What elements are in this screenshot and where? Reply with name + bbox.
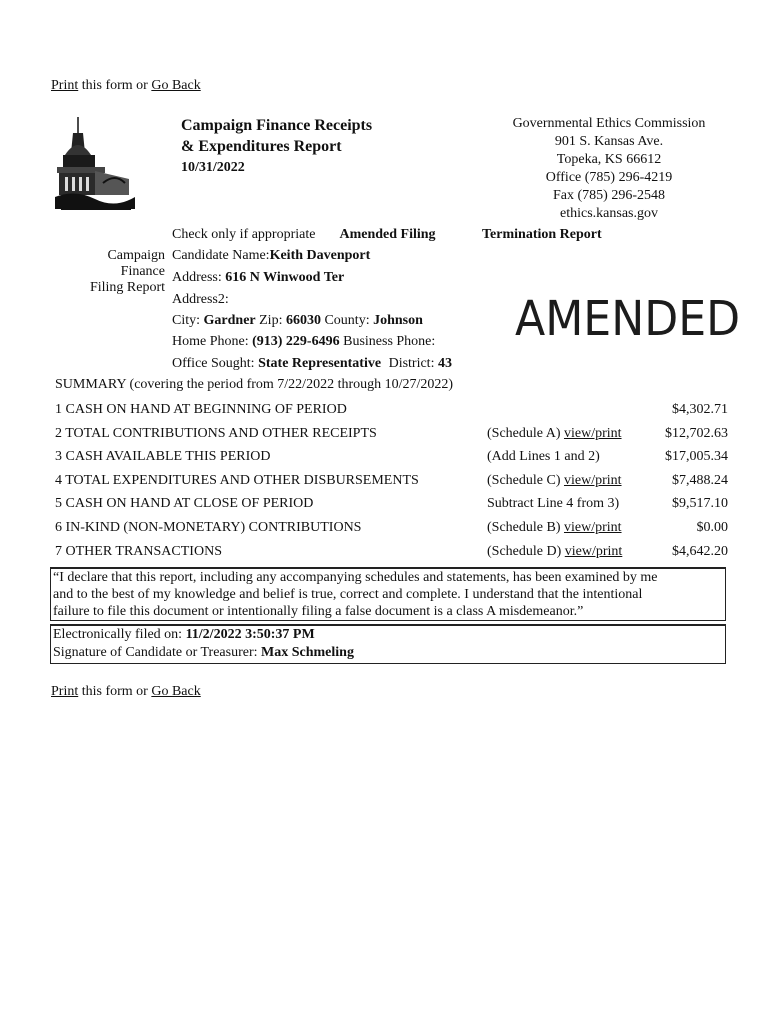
- summary-row-amount: $17,005.34: [665, 449, 728, 465]
- schedule-text: (Schedule C): [487, 472, 564, 488]
- go-back-link-top[interactable]: Go Back: [151, 78, 201, 93]
- bottom-navigation: [51, 684, 201, 700]
- summary-row-label: 4 TOTAL EXPENDITURES AND OTHER DISBURSEMENTS: [55, 472, 419, 488]
- summary-row: [55, 520, 730, 540]
- summary-row-schedule: [487, 520, 622, 536]
- district-label: District:: [388, 356, 435, 371]
- summary-row-amount: $4,302.71: [672, 402, 728, 417]
- summary-row-schedule: [487, 449, 600, 465]
- side-label-line1: Campaign: [107, 248, 165, 263]
- signer-row: [53, 644, 725, 662]
- summary-row: [55, 402, 730, 422]
- summary-row-label: 1 CASH ON HAND AT BEGINNING OF PERIOD: [55, 402, 347, 417]
- commission-city: Topeka, KS 66612: [556, 152, 662, 167]
- go-back-link-bottom[interactable]: Go Back: [151, 684, 201, 699]
- district-value: 43: [437, 356, 452, 371]
- signer-name: Max Schmeling: [261, 645, 354, 660]
- commission-name: Governmental Ethics Commission: [512, 116, 706, 131]
- zip-label: Zip:: [259, 313, 283, 328]
- view-print-link[interactable]: view/print: [564, 543, 623, 559]
- declaration-line1: “I declare that this report, including any accompanying schedules and statements, has been examined by me: [53, 570, 658, 585]
- declaration-line2: and to the best of my knowledge and belief is true, correct and complete. I understand that the intentional: [53, 587, 643, 602]
- view-print-link[interactable]: view/print: [563, 425, 622, 441]
- commission-fax: Fax (785) 296-2548: [553, 188, 665, 203]
- candidate-name-row: [172, 248, 370, 264]
- city-label: City:: [172, 313, 201, 328]
- summary-row-schedule: [487, 496, 619, 512]
- nav-text-top: this form or: [78, 78, 152, 93]
- side-label-line3: Filing Report: [89, 280, 165, 295]
- declaration-line3: failure to file this document or intentionally filing a false document is a class A misdemeanor.”: [53, 604, 584, 619]
- report-date: 10/31/2022: [181, 160, 245, 175]
- summary-row: [55, 496, 730, 516]
- office-row: [172, 356, 452, 372]
- county-label: County:: [324, 313, 370, 328]
- summary-row: [55, 426, 730, 446]
- filed-label: Electronically filed on:: [53, 627, 183, 642]
- summary-row: [55, 449, 730, 469]
- candidate-name-label: Candidate Name:: [172, 248, 270, 263]
- schedule-text: (Schedule B): [487, 520, 564, 535]
- commission-website: ethics.kansas.gov: [560, 206, 658, 221]
- side-label-line2: Finance: [120, 264, 165, 279]
- signature-box: [50, 624, 726, 664]
- schedule-text: (Schedule A): [487, 425, 564, 441]
- address-row: [172, 270, 344, 286]
- print-link-bottom[interactable]: Print: [51, 684, 79, 699]
- phone-row: [172, 334, 435, 350]
- summary-row: [55, 473, 730, 493]
- filing-type-line: [172, 227, 436, 243]
- summary-row-amount: $4,642.20: [672, 543, 728, 559]
- summary-row-amount: $0.00: [696, 520, 728, 535]
- office-value: State Representative: [258, 356, 382, 371]
- check-label: Check only if appropriate: [172, 227, 316, 242]
- filed-row: [53, 626, 725, 644]
- office-label: Office Sought:: [172, 356, 255, 371]
- amended-stamp: AMENDED: [515, 291, 741, 347]
- schedule-text: (Schedule D): [487, 543, 565, 559]
- commission-street: 901 S. Kansas Ave.: [554, 134, 664, 149]
- city-row: [172, 313, 423, 329]
- declaration-box: [50, 567, 726, 621]
- filed-datetime: 11/2/2022 3:50:37 PM: [185, 627, 315, 642]
- address2-label: Address2:: [172, 292, 229, 307]
- summary-row-label: 5 CASH ON HAND AT CLOSE OF PERIOD: [55, 496, 314, 512]
- address-value: 616 N Winwood Ter: [225, 270, 345, 285]
- report-title-block: [181, 115, 372, 178]
- summary-row-amount: $9,517.10: [672, 496, 728, 512]
- city-value: Gardner: [203, 313, 256, 328]
- summary-row-schedule: [487, 473, 622, 489]
- summary-row-label: 3 CASH AVAILABLE THIS PERIOD: [55, 449, 271, 465]
- summary-row-label: 7 OTHER TRANSACTIONS: [55, 543, 222, 559]
- summary-row-schedule: [487, 426, 622, 442]
- print-link-top[interactable]: Print: [51, 78, 79, 93]
- summary-row: [55, 544, 730, 564]
- schedule-text: (Add Lines 1 and 2): [487, 449, 600, 465]
- termination-report-label: Termination Report: [482, 227, 602, 242]
- amended-filing-label: Amended Filing: [339, 227, 436, 242]
- kansas-capitol-seal-logo: [55, 113, 135, 215]
- candidate-name: Keith Davenport: [269, 248, 371, 263]
- home-phone-value: (913) 229-6496: [252, 334, 340, 349]
- commission-office-phone: Office (785) 296-4219: [545, 170, 673, 185]
- summary-row-label: 6 IN-KIND (NON-MONETARY) CONTRIBUTIONS: [55, 520, 362, 535]
- report-title-line2: & Expenditures Report: [181, 138, 342, 155]
- report-title-line1: Campaign Finance Receipts: [181, 117, 373, 134]
- view-print-link[interactable]: view/print: [563, 520, 622, 535]
- nav-text-bottom: this form or: [78, 684, 152, 699]
- summary-row-schedule: [487, 544, 622, 560]
- schedule-text: Subtract Line 4 from 3): [487, 496, 620, 512]
- county-value: Johnson: [373, 313, 423, 328]
- summary-row-amount: $7,488.24: [672, 472, 728, 488]
- campaign-finance-side-label: [85, 248, 165, 296]
- summary-row-label: 2 TOTAL CONTRIBUTIONS AND OTHER RECEIPTS: [55, 425, 377, 441]
- signer-label: Signature of Candidate or Treasurer:: [53, 645, 258, 660]
- summary-heading: SUMMARY (covering the period from 7/22/2022 through 10/27/2022): [55, 377, 454, 392]
- view-print-link[interactable]: view/print: [563, 472, 622, 488]
- address2-row: [172, 292, 229, 308]
- address-label: Address:: [172, 270, 222, 285]
- zip-value: 66030: [285, 313, 321, 328]
- business-phone-label: Business Phone:: [343, 334, 436, 349]
- commission-address-block: [485, 115, 733, 223]
- home-phone-label: Home Phone:: [172, 334, 249, 349]
- summary-row-amount: $12,702.63: [665, 425, 728, 441]
- top-navigation: [51, 78, 201, 94]
